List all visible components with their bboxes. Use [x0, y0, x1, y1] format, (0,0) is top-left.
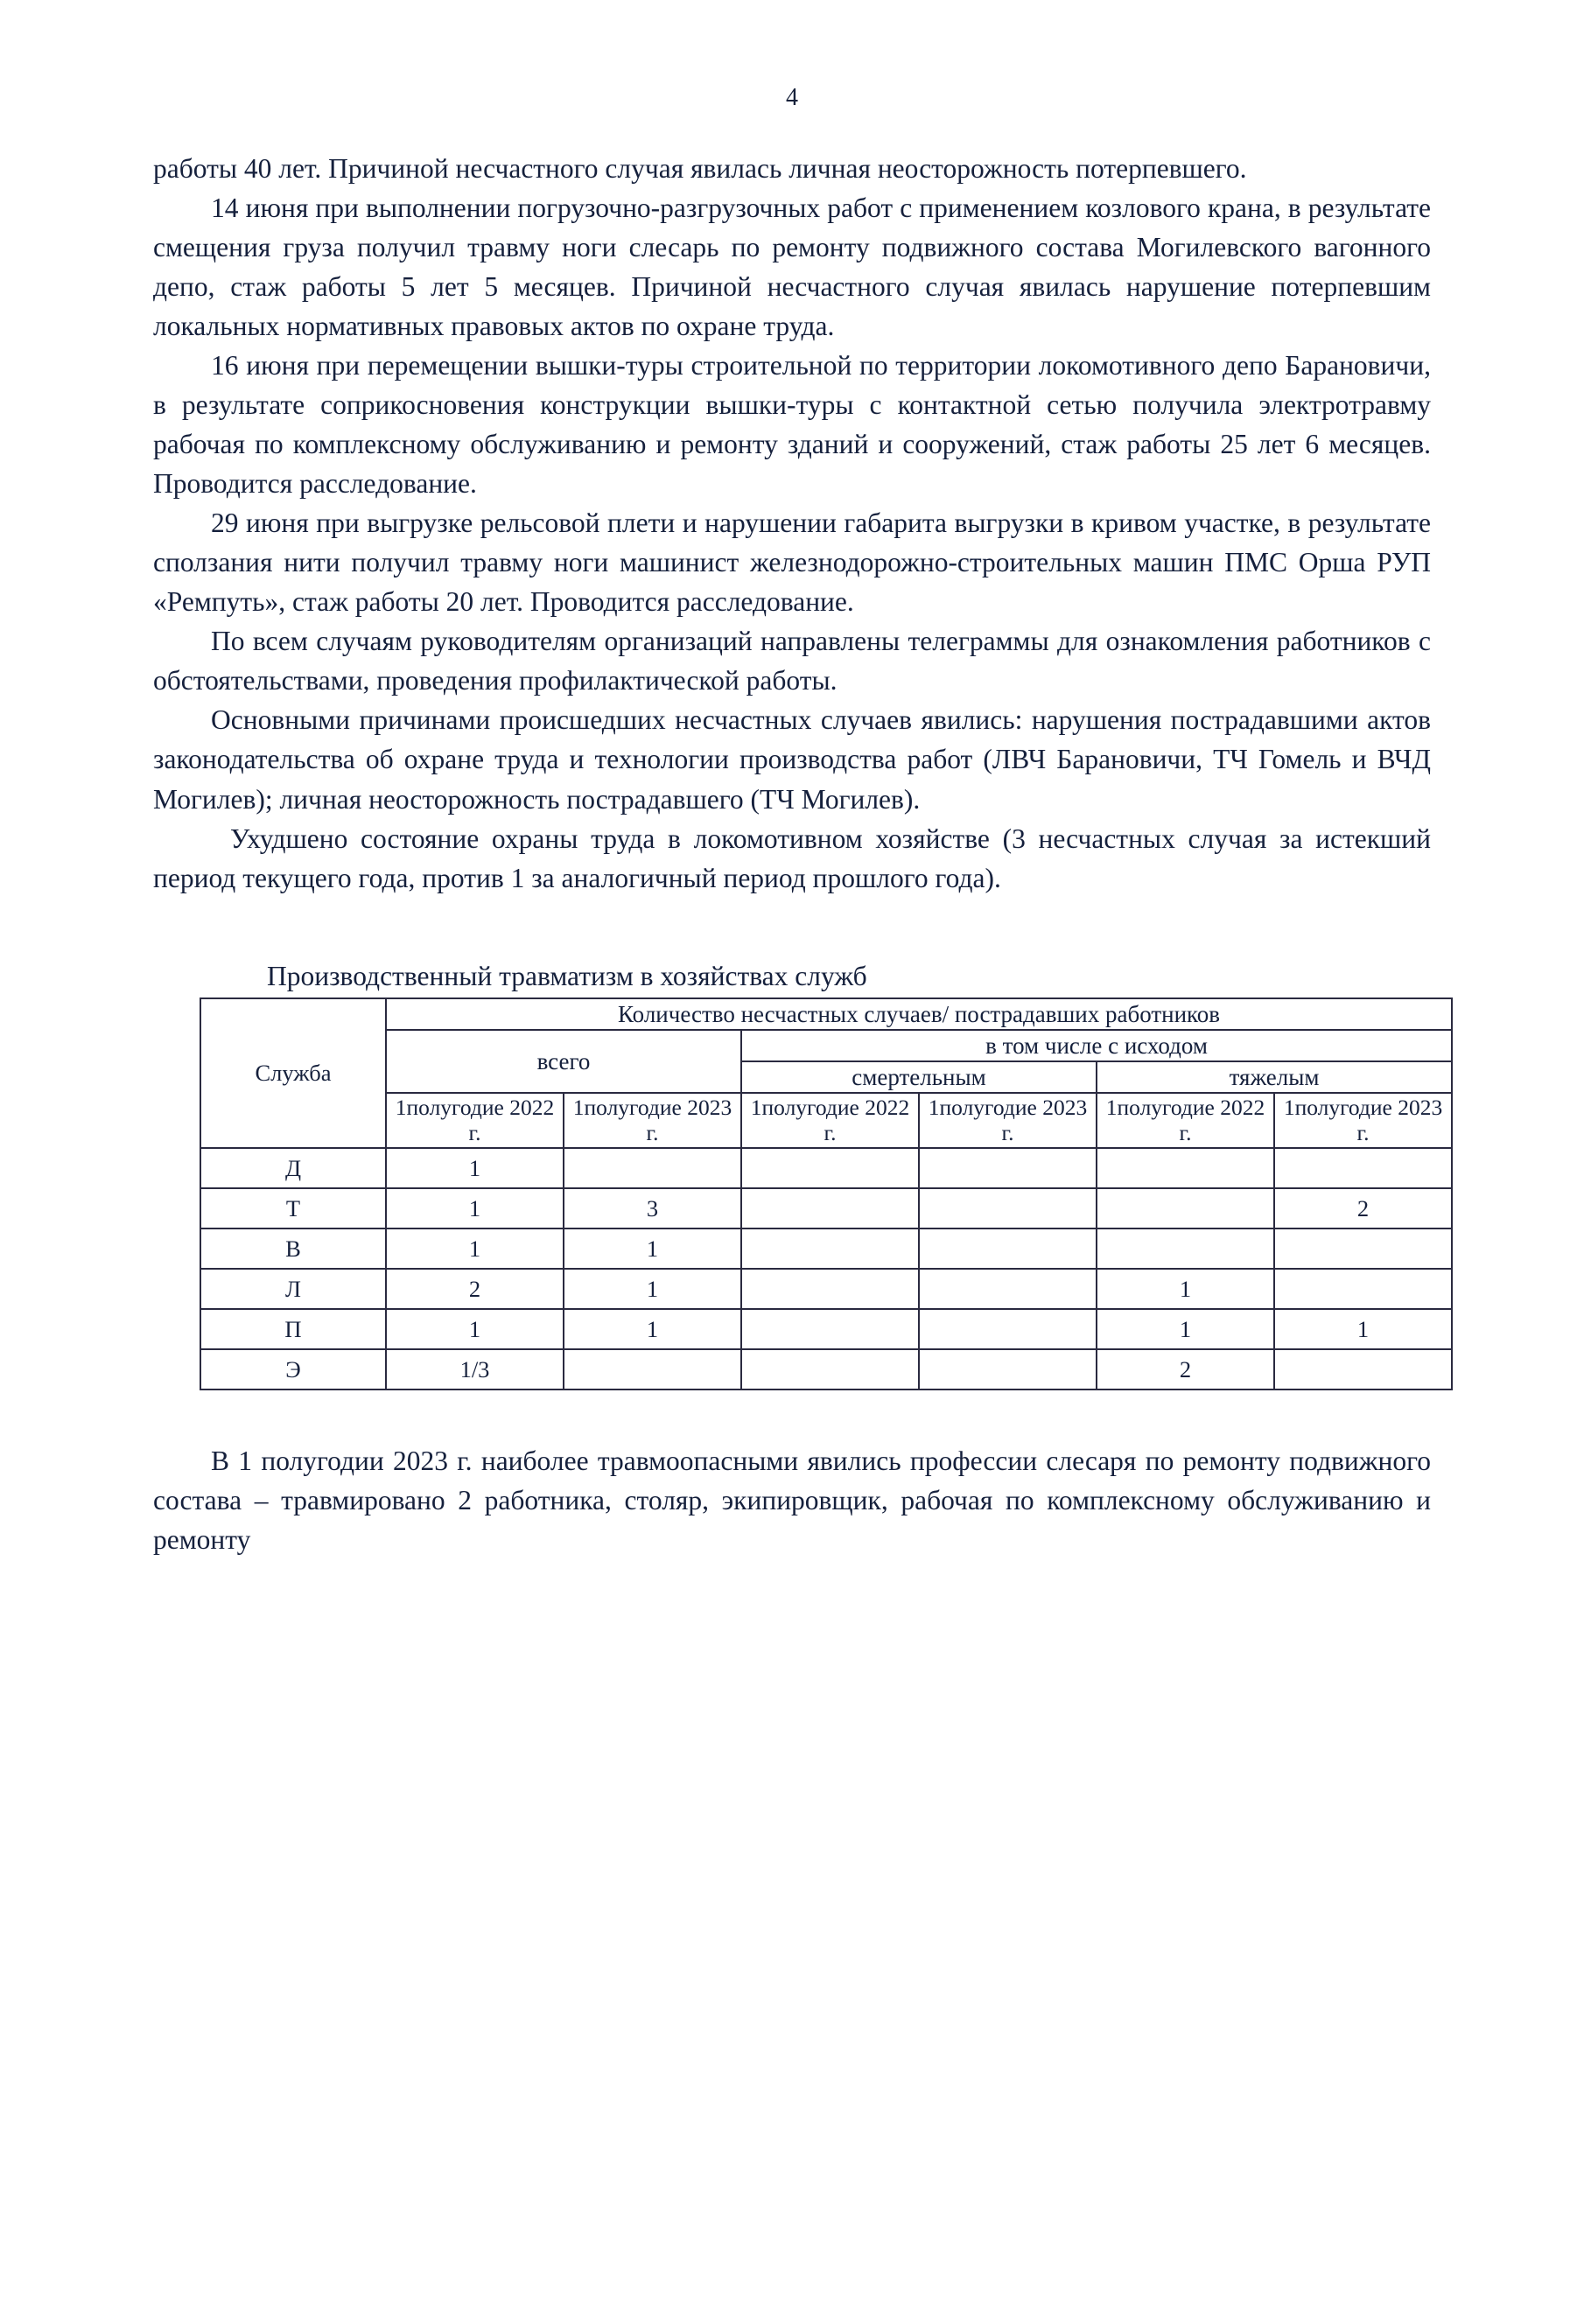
cell-v-6	[1274, 1228, 1452, 1269]
cell-p-1: 1	[386, 1309, 564, 1349]
table-title: Производственный травматизм в хозяйствах служб	[267, 960, 867, 991]
cell-v-1: 1	[386, 1228, 564, 1269]
document-page	[0, 84, 1584, 2324]
row-service-t: Т	[200, 1188, 386, 1228]
cell-v-5	[1097, 1228, 1274, 1269]
cell-l-5: 1	[1097, 1269, 1274, 1309]
cell-v-3	[741, 1228, 919, 1269]
paragraph-1: работы 40 лет. Причиной несчастного случая явилась личная неосторожность потерпевшего.	[153, 153, 1247, 184]
table-row	[200, 1228, 1452, 1269]
cell-p-3	[741, 1309, 919, 1349]
row-service-v: В	[200, 1228, 386, 1269]
table-row	[200, 1188, 1452, 1228]
cell-p-4	[919, 1309, 1097, 1349]
table-header-row-1	[200, 998, 1452, 1030]
row-service-l: Л	[200, 1269, 386, 1309]
row-service-e: Э	[200, 1349, 386, 1390]
document-body-tail	[153, 1390, 1431, 1559]
cell-d-4	[919, 1148, 1097, 1188]
cell-t-6: 2	[1274, 1188, 1452, 1228]
cell-l-3	[741, 1269, 919, 1309]
cell-l-2: 1	[564, 1269, 741, 1309]
header-year-2: 1полугодие 2023 г.	[564, 1093, 741, 1148]
table-header-row-4	[200, 1093, 1452, 1148]
cell-d-1: 1	[386, 1148, 564, 1188]
table-row	[200, 1309, 1452, 1349]
document-body	[153, 112, 1431, 898]
header-year-3: 1полугодие 2022 г.	[741, 1093, 919, 1148]
table-row	[200, 1269, 1452, 1309]
header-service: Служба	[200, 998, 386, 1149]
cell-p-5: 1	[1097, 1309, 1274, 1349]
page-number: 4	[786, 84, 798, 111]
table-header-row-2	[200, 1030, 1452, 1061]
paragraph-6: Основными причинами происшедших несчастных случаев явились: нарушения пострадавшими актов законодательства об охране труда и технологии производства работ (ЛВЧ Барановичи, ТЧ Гомель и ВЧД Могилев); личная неосторожность пострадавшего (ТЧ Могилев).	[153, 704, 1431, 815]
injury-statistics-table	[200, 998, 1453, 1391]
table-row	[200, 1148, 1452, 1188]
cell-p-2: 1	[564, 1309, 741, 1349]
row-service-d: Д	[200, 1148, 386, 1188]
cell-e-6	[1274, 1349, 1452, 1390]
paragraph-2: 14 июня при выполнении погрузочно-разгрузочных работ с применением козлового крана, в результате смещения груза получил травму ноги слесарь по ремонту подвижного состава Могилевского вагонного депо, стаж работы 5 лет 5 месяцев. Причиной несчастного случая явилась нарушение потерпевшим локальных нормативных правовых актов по охране труда.	[153, 192, 1431, 342]
cell-t-2: 3	[564, 1188, 741, 1228]
cell-t-4	[919, 1188, 1097, 1228]
header-all: всего	[386, 1030, 741, 1093]
row-service-p: П	[200, 1309, 386, 1349]
cell-l-6	[1274, 1269, 1452, 1309]
header-year-1: 1полугодие 2022 г.	[386, 1093, 564, 1148]
cell-e-3	[741, 1349, 919, 1390]
header-year-4: 1полугодие 2023 г.	[919, 1093, 1097, 1148]
cell-d-6	[1274, 1148, 1452, 1188]
cell-d-2	[564, 1148, 741, 1188]
cell-e-2	[564, 1349, 741, 1390]
table-row	[200, 1349, 1452, 1390]
header-severe: тяжелым	[1097, 1061, 1452, 1093]
cell-e-4	[919, 1349, 1097, 1390]
header-group-total: Количество несчастных случаев/ пострадавших работников	[386, 998, 1452, 1030]
header-outcome: в том числе с исходом	[741, 1030, 1452, 1061]
paragraph-5: По всем случаям руководителям организаций направлены телеграммы для ознакомления работников с обстоятельствами, проведения профилактической работы.	[153, 626, 1431, 696]
header-year-6: 1полугодие 2023 г.	[1274, 1093, 1452, 1148]
cell-p-6: 1	[1274, 1309, 1452, 1349]
cell-d-3	[741, 1148, 919, 1188]
cell-l-1: 2	[386, 1269, 564, 1309]
paragraph-7: Ухудшено состояние охраны труда в локомотивном хозяйстве (3 несчастных случая за истекший период текущего года, против 1 за аналогичный период прошлого года).	[153, 822, 1431, 893]
paragraph-3: 16 июня при перемещении вышки-туры строительной по территории локомотивного депо Барановичи, в результате соприкосновения конструкции вышки-туры с контактной сетью получила электротравму рабочая по комплексному обслуживанию и ремонту зданий и сооружений, стаж работы 25 лет 6 месяцев. Проводится расследование.	[153, 350, 1431, 500]
cell-t-3	[741, 1188, 919, 1228]
header-fatal: смертельным	[741, 1061, 1097, 1093]
cell-v-2: 1	[564, 1228, 741, 1269]
paragraph-8: В 1 полугодии 2023 г. наиболее травмоопасными явились профессии слесаря по ремонту подвижного состава – травмировано 2 работника, столяр, экипировщик, рабочая по комплексному обслуживанию и ремонту	[153, 1446, 1431, 1556]
cell-t-1: 1	[386, 1188, 564, 1228]
cell-e-5: 2	[1097, 1349, 1274, 1390]
cell-v-4	[919, 1228, 1097, 1269]
cell-t-5	[1097, 1188, 1274, 1228]
cell-l-4	[919, 1269, 1097, 1309]
header-year-5: 1полугодие 2022 г.	[1097, 1093, 1274, 1148]
cell-d-5	[1097, 1148, 1274, 1188]
cell-e-1: 1/3	[386, 1349, 564, 1390]
paragraph-4: 29 июня при выгрузке рельсовой плети и нарушении габарита выгрузки в кривом участке, в результате сползания нити получил травму ноги машинист железнодорожно-строительных машин ПМС Орша РУП «Ремпуть», стаж работы 20 лет. Проводится расследование.	[153, 508, 1431, 618]
